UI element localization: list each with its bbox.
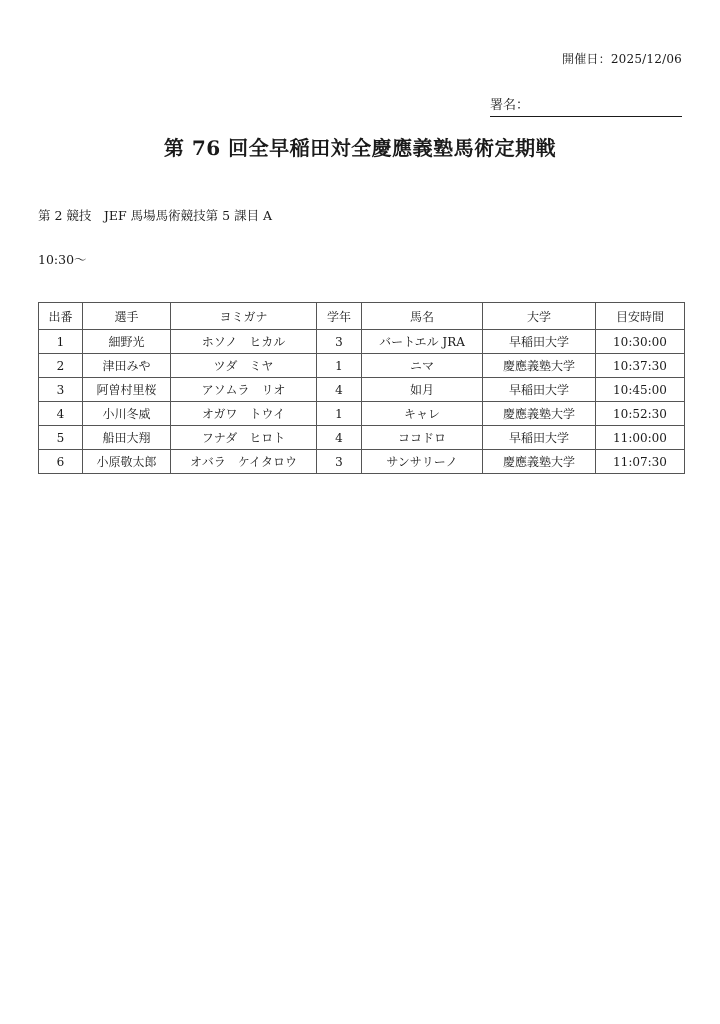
table-row [39,330,685,354]
event-description: 第 2 競技 JEF 馬場馬術競技第 5 課目 A [38,208,273,223]
table-row [39,378,685,402]
column-header-time: 目安時間 [596,303,685,330]
cell-year: 4 [317,378,362,402]
table-row [39,354,685,378]
cell-university: 早稲田大学 [483,426,596,450]
column-header-horse: 馬名 [362,303,483,330]
cell-time: 10:30:00 [596,330,685,354]
table-header-row [39,303,685,330]
cell-horse: 如月 [362,378,483,402]
column-header-reading: ヨミガナ [171,303,317,330]
cell-horse: ニマ [362,354,483,378]
cell-time: 11:00:00 [596,426,685,450]
cell-year: 4 [317,426,362,450]
column-header-university: 大学 [483,303,596,330]
cell-rider: 小川冬威 [83,402,171,426]
cell-reading: ツダ ミヤ [171,354,317,378]
cell-year: 3 [317,450,362,474]
cell-order: 5 [39,426,83,450]
cell-horse: キャレ [362,402,483,426]
cell-year: 1 [317,402,362,426]
column-header-year: 学年 [317,303,362,330]
cell-reading: オガワ トウイ [171,402,317,426]
cell-university: 慶應義塾大学 [483,450,596,474]
cell-year: 3 [317,330,362,354]
cell-time: 11:07:30 [596,450,685,474]
start-order-table [38,302,685,474]
cell-order: 4 [39,402,83,426]
cell-time: 10:45:00 [596,378,685,402]
cell-university: 早稲田大学 [483,330,596,354]
table-row [39,426,685,450]
cell-year: 1 [317,354,362,378]
cell-university: 慶應義塾大学 [483,402,596,426]
cell-rider: 小原敬太郎 [83,450,171,474]
page-title: 第 76 回全早稲田対全慶應義塾馬術定期戦 [163,136,557,160]
signature-line: 署名： [490,94,682,117]
cell-time: 10:52:30 [596,402,685,426]
cell-university: 早稲田大学 [483,378,596,402]
cell-order: 3 [39,378,83,402]
cell-rider: 船田大翔 [83,426,171,450]
column-header-rider: 選手 [83,303,171,330]
cell-rider: 阿曽村里桜 [83,378,171,402]
table-row [39,402,685,426]
cell-order: 1 [39,330,83,354]
cell-university: 慶應義塾大学 [483,354,596,378]
cell-reading: オバラ ケイタロウ [171,450,317,474]
cell-order: 6 [39,450,83,474]
cell-horse: バートエル JRA [362,330,483,354]
cell-reading: フナダ ヒロト [171,426,317,450]
cell-rider: 細野光 [83,330,171,354]
cell-time: 10:37:30 [596,354,685,378]
event-date: 開催日：2025/12/06 [562,52,682,66]
cell-order: 2 [39,354,83,378]
cell-rider: 津田みや [83,354,171,378]
table-row [39,450,685,474]
column-header-order: 出番 [39,303,83,330]
start-time: 10:30～ [38,252,87,267]
cell-horse: ココドロ [362,426,483,450]
cell-horse: サンサリーノ [362,450,483,474]
cell-reading: ホソノ ヒカル [171,330,317,354]
cell-reading: アソムラ リオ [171,378,317,402]
